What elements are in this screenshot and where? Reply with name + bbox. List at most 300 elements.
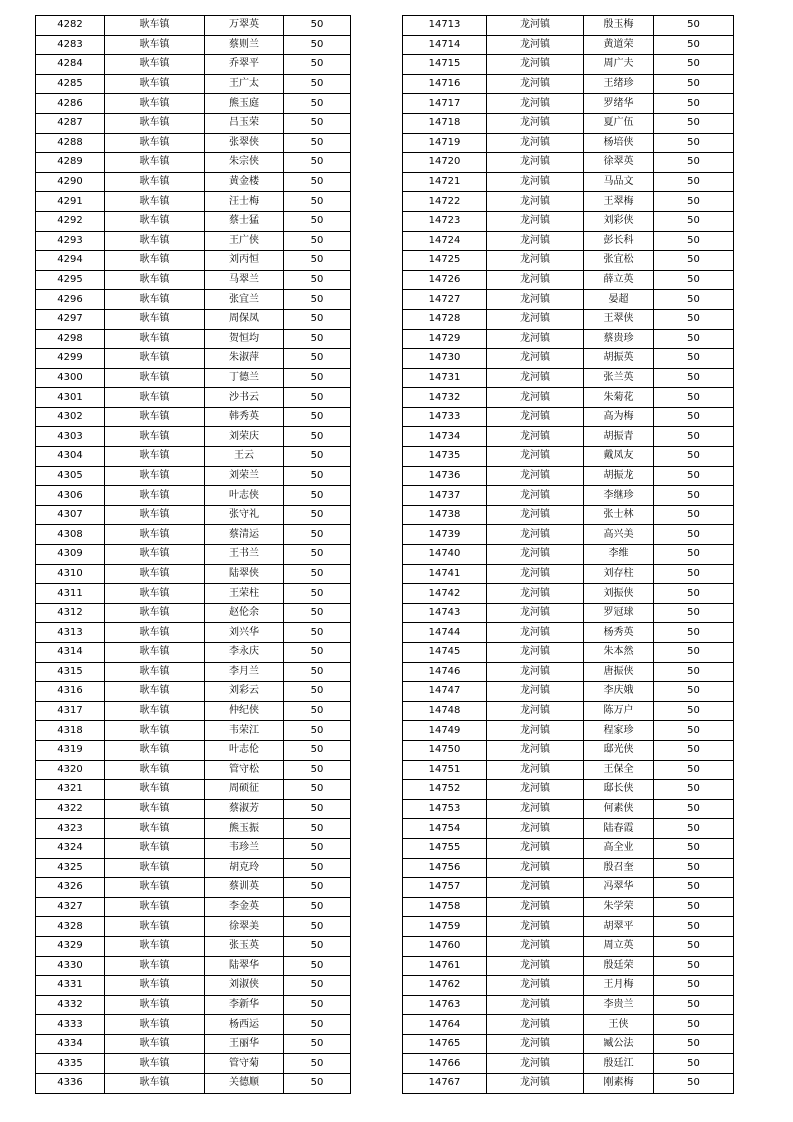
name-cell: 仲纪侠: [205, 701, 284, 721]
id-cell: 4333: [36, 1015, 105, 1035]
name-cell: 叶志侠: [205, 486, 284, 506]
town-cell: 龙河镇: [487, 94, 584, 114]
table-row: [36, 1054, 351, 1074]
town-cell: 耿车镇: [105, 192, 205, 212]
table-row: [403, 858, 734, 878]
id-cell: 4297: [36, 309, 105, 329]
town-cell: 耿车镇: [105, 917, 205, 937]
town-cell: 耿车镇: [105, 1054, 205, 1074]
amount-cell: 50: [654, 623, 734, 643]
name-cell: 高为梅: [584, 407, 654, 427]
name-cell: 胡振青: [584, 427, 654, 447]
table-row: [403, 643, 734, 663]
town-cell: 龙河镇: [487, 760, 584, 780]
amount-cell: 50: [654, 94, 734, 114]
id-cell: 4319: [36, 740, 105, 760]
table-row: [403, 897, 734, 917]
amount-cell: 50: [284, 74, 351, 94]
id-cell: 14747: [403, 682, 487, 702]
name-cell: 唐振侠: [584, 662, 654, 682]
town-cell: 耿车镇: [105, 74, 205, 94]
table-row: [403, 486, 734, 506]
name-cell: 周硕征: [205, 780, 284, 800]
table-row: [403, 721, 734, 741]
id-cell: 14733: [403, 407, 487, 427]
table-row: [36, 1034, 351, 1054]
table-row: [403, 956, 734, 976]
table-row: [36, 35, 351, 55]
amount-cell: 50: [654, 878, 734, 898]
amount-cell: 50: [284, 936, 351, 956]
table-row: [36, 113, 351, 133]
town-cell: 龙河镇: [487, 486, 584, 506]
amount-cell: 50: [654, 780, 734, 800]
table-row: [403, 701, 734, 721]
name-cell: 刚素梅: [584, 1074, 654, 1094]
amount-cell: 50: [284, 486, 351, 506]
amount-cell: 50: [654, 486, 734, 506]
id-cell: 14767: [403, 1074, 487, 1094]
name-cell: 熊玉振: [205, 819, 284, 839]
town-cell: 耿车镇: [105, 976, 205, 996]
amount-cell: 50: [284, 799, 351, 819]
name-cell: 高兴美: [584, 525, 654, 545]
name-cell: 王侠: [584, 1015, 654, 1035]
id-cell: 14759: [403, 917, 487, 937]
id-cell: 14754: [403, 819, 487, 839]
amount-cell: 50: [284, 349, 351, 369]
town-cell: 龙河镇: [487, 290, 584, 310]
town-cell: 耿车镇: [105, 936, 205, 956]
town-cell: 龙河镇: [487, 1015, 584, 1035]
town-cell: 耿车镇: [105, 584, 205, 604]
name-cell: 赵伦余: [205, 603, 284, 623]
name-cell: 陆翠华: [205, 956, 284, 976]
town-cell: 龙河镇: [487, 838, 584, 858]
amount-cell: 50: [654, 584, 734, 604]
amount-cell: 50: [654, 16, 734, 36]
town-cell: 耿车镇: [105, 956, 205, 976]
amount-cell: 50: [284, 55, 351, 75]
name-cell: 马品文: [584, 172, 654, 192]
town-cell: 龙河镇: [487, 55, 584, 75]
table-row: [403, 113, 734, 133]
name-cell: 周保凤: [205, 309, 284, 329]
amount-cell: 50: [284, 329, 351, 349]
name-cell: 张玉英: [205, 936, 284, 956]
town-cell: 龙河镇: [487, 427, 584, 447]
table-row: [36, 701, 351, 721]
table-row: [36, 74, 351, 94]
id-cell: 4326: [36, 878, 105, 898]
table-row: [36, 838, 351, 858]
amount-cell: 50: [284, 505, 351, 525]
id-cell: 14736: [403, 466, 487, 486]
id-cell: 14744: [403, 623, 487, 643]
table-row: [403, 466, 734, 486]
id-cell: 4316: [36, 682, 105, 702]
id-cell: 4285: [36, 74, 105, 94]
amount-cell: 50: [284, 858, 351, 878]
id-cell: 14756: [403, 858, 487, 878]
name-cell: 邸光侠: [584, 740, 654, 760]
id-cell: 14765: [403, 1034, 487, 1054]
town-cell: 耿车镇: [105, 16, 205, 36]
table-row: [36, 956, 351, 976]
name-cell: 刘淑侠: [205, 976, 284, 996]
table-row: [36, 603, 351, 623]
town-cell: 龙河镇: [487, 956, 584, 976]
name-cell: 王绪珍: [584, 74, 654, 94]
amount-cell: 50: [284, 172, 351, 192]
town-cell: 龙河镇: [487, 35, 584, 55]
id-cell: 14725: [403, 251, 487, 271]
name-cell: 陆春霞: [584, 819, 654, 839]
town-cell: 龙河镇: [487, 172, 584, 192]
table-row: [36, 995, 351, 1015]
amount-cell: 50: [654, 211, 734, 231]
table-row: [36, 662, 351, 682]
id-cell: 14758: [403, 897, 487, 917]
id-cell: 4323: [36, 819, 105, 839]
amount-cell: 50: [284, 623, 351, 643]
town-cell: 耿车镇: [105, 525, 205, 545]
table-row: [403, 427, 734, 447]
town-cell: 龙河镇: [487, 1054, 584, 1074]
town-cell: 耿车镇: [105, 231, 205, 251]
name-cell: 胡振英: [584, 349, 654, 369]
amount-cell: 50: [284, 564, 351, 584]
id-cell: 4331: [36, 976, 105, 996]
amount-cell: 50: [284, 368, 351, 388]
name-cell: 徐翠英: [584, 153, 654, 173]
amount-cell: 50: [654, 662, 734, 682]
table-row: [36, 192, 351, 212]
town-cell: 龙河镇: [487, 701, 584, 721]
table-row: [403, 603, 734, 623]
table-row: [403, 16, 734, 36]
amount-cell: 50: [654, 1015, 734, 1035]
amount-cell: 50: [284, 897, 351, 917]
town-cell: 龙河镇: [487, 1074, 584, 1094]
table-row: [36, 231, 351, 251]
name-cell: 胡克玲: [205, 858, 284, 878]
amount-cell: 50: [654, 525, 734, 545]
town-cell: 龙河镇: [487, 251, 584, 271]
name-cell: 蔡贵珍: [584, 329, 654, 349]
id-cell: 14739: [403, 525, 487, 545]
table-row: [403, 1015, 734, 1035]
id-cell: 4295: [36, 270, 105, 290]
town-cell: 龙河镇: [487, 349, 584, 369]
town-cell: 龙河镇: [487, 447, 584, 467]
table-row: [403, 878, 734, 898]
name-cell: 彭长科: [584, 231, 654, 251]
name-cell: 黄金楼: [205, 172, 284, 192]
town-cell: 龙河镇: [487, 368, 584, 388]
amount-cell: 50: [654, 231, 734, 251]
id-cell: 14762: [403, 976, 487, 996]
amount-cell: 50: [654, 427, 734, 447]
id-cell: 4283: [36, 35, 105, 55]
amount-cell: 50: [654, 329, 734, 349]
amount-cell: 50: [284, 878, 351, 898]
amount-cell: 50: [284, 427, 351, 447]
amount-cell: 50: [654, 290, 734, 310]
id-cell: 14715: [403, 55, 487, 75]
amount-cell: 50: [284, 407, 351, 427]
table-row: [403, 976, 734, 996]
table-row: [36, 917, 351, 937]
id-cell: 4313: [36, 623, 105, 643]
name-cell: 沙书云: [205, 388, 284, 408]
town-cell: 耿车镇: [105, 55, 205, 75]
amount-cell: 50: [654, 643, 734, 663]
amount-cell: 50: [654, 192, 734, 212]
name-cell: 管守菊: [205, 1054, 284, 1074]
id-cell: 4301: [36, 388, 105, 408]
amount-cell: 50: [654, 113, 734, 133]
table-row: [36, 94, 351, 114]
name-cell: 胡翠平: [584, 917, 654, 937]
amount-cell: 50: [654, 35, 734, 55]
table-row: [403, 231, 734, 251]
table-row: [403, 94, 734, 114]
id-cell: 4315: [36, 662, 105, 682]
name-cell: 王广太: [205, 74, 284, 94]
amount-cell: 50: [284, 819, 351, 839]
amount-cell: 50: [654, 1034, 734, 1054]
name-cell: 程家珍: [584, 721, 654, 741]
name-cell: 杨秀英: [584, 623, 654, 643]
town-cell: 耿车镇: [105, 760, 205, 780]
name-cell: 王书兰: [205, 545, 284, 565]
table-row: [36, 780, 351, 800]
id-cell: 4309: [36, 545, 105, 565]
name-cell: 李月兰: [205, 662, 284, 682]
table-row: [36, 172, 351, 192]
name-cell: 王翠梅: [584, 192, 654, 212]
id-cell: 4330: [36, 956, 105, 976]
table-row: [403, 1034, 734, 1054]
id-cell: 4310: [36, 564, 105, 584]
table-row: [403, 388, 734, 408]
id-cell: 4327: [36, 897, 105, 917]
id-cell: 14764: [403, 1015, 487, 1035]
id-cell: 4318: [36, 721, 105, 741]
id-cell: 4304: [36, 447, 105, 467]
town-cell: 耿车镇: [105, 780, 205, 800]
amount-cell: 50: [654, 564, 734, 584]
town-cell: 龙河镇: [487, 799, 584, 819]
name-cell: 万翠英: [205, 16, 284, 36]
town-cell: 耿车镇: [105, 133, 205, 153]
id-cell: 14723: [403, 211, 487, 231]
town-cell: 耿车镇: [105, 1074, 205, 1094]
id-cell: 14730: [403, 349, 487, 369]
amount-cell: 50: [284, 290, 351, 310]
table-row: [403, 819, 734, 839]
id-cell: 4300: [36, 368, 105, 388]
name-cell: 蔡训英: [205, 878, 284, 898]
town-cell: 龙河镇: [487, 819, 584, 839]
amount-cell: 50: [654, 407, 734, 427]
amount-cell: 50: [284, 643, 351, 663]
amount-cell: 50: [284, 662, 351, 682]
table-row: [403, 153, 734, 173]
name-cell: 李永庆: [205, 643, 284, 663]
town-cell: 耿车镇: [105, 819, 205, 839]
amount-cell: 50: [284, 251, 351, 271]
town-cell: 龙河镇: [487, 113, 584, 133]
name-cell: 张宜松: [584, 251, 654, 271]
amount-cell: 50: [284, 1074, 351, 1094]
table-row: [36, 153, 351, 173]
town-cell: 龙河镇: [487, 897, 584, 917]
amount-cell: 50: [654, 976, 734, 996]
amount-cell: 50: [284, 270, 351, 290]
id-cell: 4320: [36, 760, 105, 780]
id-cell: 4314: [36, 643, 105, 663]
town-cell: 龙河镇: [487, 407, 584, 427]
amount-cell: 50: [284, 584, 351, 604]
name-cell: 何素侠: [584, 799, 654, 819]
town-cell: 耿车镇: [105, 427, 205, 447]
id-cell: 14721: [403, 172, 487, 192]
table-row: [403, 172, 734, 192]
table-row: [36, 349, 351, 369]
name-cell: 刘兴华: [205, 623, 284, 643]
amount-cell: 50: [284, 780, 351, 800]
name-cell: 丁德兰: [205, 368, 284, 388]
table-row: [403, 290, 734, 310]
name-cell: 叶志伦: [205, 740, 284, 760]
table-row: [36, 211, 351, 231]
id-cell: 4287: [36, 113, 105, 133]
name-cell: 王月梅: [584, 976, 654, 996]
name-cell: 罗绪华: [584, 94, 654, 114]
amount-cell: 50: [654, 74, 734, 94]
name-cell: 刘彩侠: [584, 211, 654, 231]
name-cell: 朱学荣: [584, 897, 654, 917]
table-row: [36, 623, 351, 643]
amount-cell: 50: [284, 760, 351, 780]
name-cell: 陆翠侠: [205, 564, 284, 584]
name-cell: 王云: [205, 447, 284, 467]
name-cell: 李贵兰: [584, 995, 654, 1015]
name-cell: 吕玉荣: [205, 113, 284, 133]
amount-cell: 50: [654, 1054, 734, 1074]
amount-cell: 50: [284, 35, 351, 55]
amount-cell: 50: [284, 603, 351, 623]
table-row: [403, 329, 734, 349]
id-cell: 4294: [36, 251, 105, 271]
table-row: [36, 290, 351, 310]
amount-cell: 50: [284, 545, 351, 565]
table-row: [36, 564, 351, 584]
town-cell: 耿车镇: [105, 270, 205, 290]
table-row: [36, 55, 351, 75]
table-row: [36, 309, 351, 329]
left-table: [35, 15, 351, 1094]
id-cell: 4317: [36, 701, 105, 721]
town-cell: 耿车镇: [105, 682, 205, 702]
id-cell: 14752: [403, 780, 487, 800]
town-cell: 龙河镇: [487, 466, 584, 486]
table-row: [403, 35, 734, 55]
name-cell: 罗冠球: [584, 603, 654, 623]
amount-cell: 50: [654, 799, 734, 819]
amount-cell: 50: [284, 133, 351, 153]
name-cell: 刘振侠: [584, 584, 654, 604]
town-cell: 耿车镇: [105, 486, 205, 506]
id-cell: 4308: [36, 525, 105, 545]
name-cell: 李继珍: [584, 486, 654, 506]
town-cell: 龙河镇: [487, 545, 584, 565]
id-cell: 14743: [403, 603, 487, 623]
town-cell: 耿车镇: [105, 564, 205, 584]
town-cell: 耿车镇: [105, 388, 205, 408]
table-row: [403, 251, 734, 271]
id-cell: 4296: [36, 290, 105, 310]
id-cell: 14719: [403, 133, 487, 153]
amount-cell: 50: [284, 211, 351, 231]
name-cell: 黄道荣: [584, 35, 654, 55]
town-cell: 龙河镇: [487, 721, 584, 741]
id-cell: 4299: [36, 349, 105, 369]
id-cell: 14742: [403, 584, 487, 604]
town-cell: 耿车镇: [105, 329, 205, 349]
amount-cell: 50: [284, 740, 351, 760]
table-row: [36, 466, 351, 486]
town-cell: 耿车镇: [105, 407, 205, 427]
amount-cell: 50: [654, 917, 734, 937]
town-cell: 耿车镇: [105, 623, 205, 643]
name-cell: 王广侠: [205, 231, 284, 251]
town-cell: 龙河镇: [487, 780, 584, 800]
id-cell: 4322: [36, 799, 105, 819]
id-cell: 14718: [403, 113, 487, 133]
name-cell: 张士林: [584, 505, 654, 525]
name-cell: 刘丙恒: [205, 251, 284, 271]
id-cell: 4282: [36, 16, 105, 36]
town-cell: 龙河镇: [487, 329, 584, 349]
name-cell: 王保全: [584, 760, 654, 780]
town-cell: 龙河镇: [487, 584, 584, 604]
amount-cell: 50: [654, 721, 734, 741]
id-cell: 14761: [403, 956, 487, 976]
name-cell: 刘存柱: [584, 564, 654, 584]
id-cell: 14748: [403, 701, 487, 721]
table-row: [36, 388, 351, 408]
table-row: [36, 643, 351, 663]
id-cell: 14746: [403, 662, 487, 682]
amount-cell: 50: [284, 917, 351, 937]
name-cell: 韩秀英: [205, 407, 284, 427]
amount-cell: 50: [284, 192, 351, 212]
amount-cell: 50: [654, 172, 734, 192]
name-cell: 李庆娥: [584, 682, 654, 702]
amount-cell: 50: [654, 819, 734, 839]
id-cell: 14727: [403, 290, 487, 310]
id-cell: 4305: [36, 466, 105, 486]
town-cell: 耿车镇: [105, 368, 205, 388]
name-cell: 高全业: [584, 838, 654, 858]
amount-cell: 50: [654, 603, 734, 623]
town-cell: 耿车镇: [105, 1015, 205, 1035]
name-cell: 汪士梅: [205, 192, 284, 212]
town-cell: 龙河镇: [487, 643, 584, 663]
